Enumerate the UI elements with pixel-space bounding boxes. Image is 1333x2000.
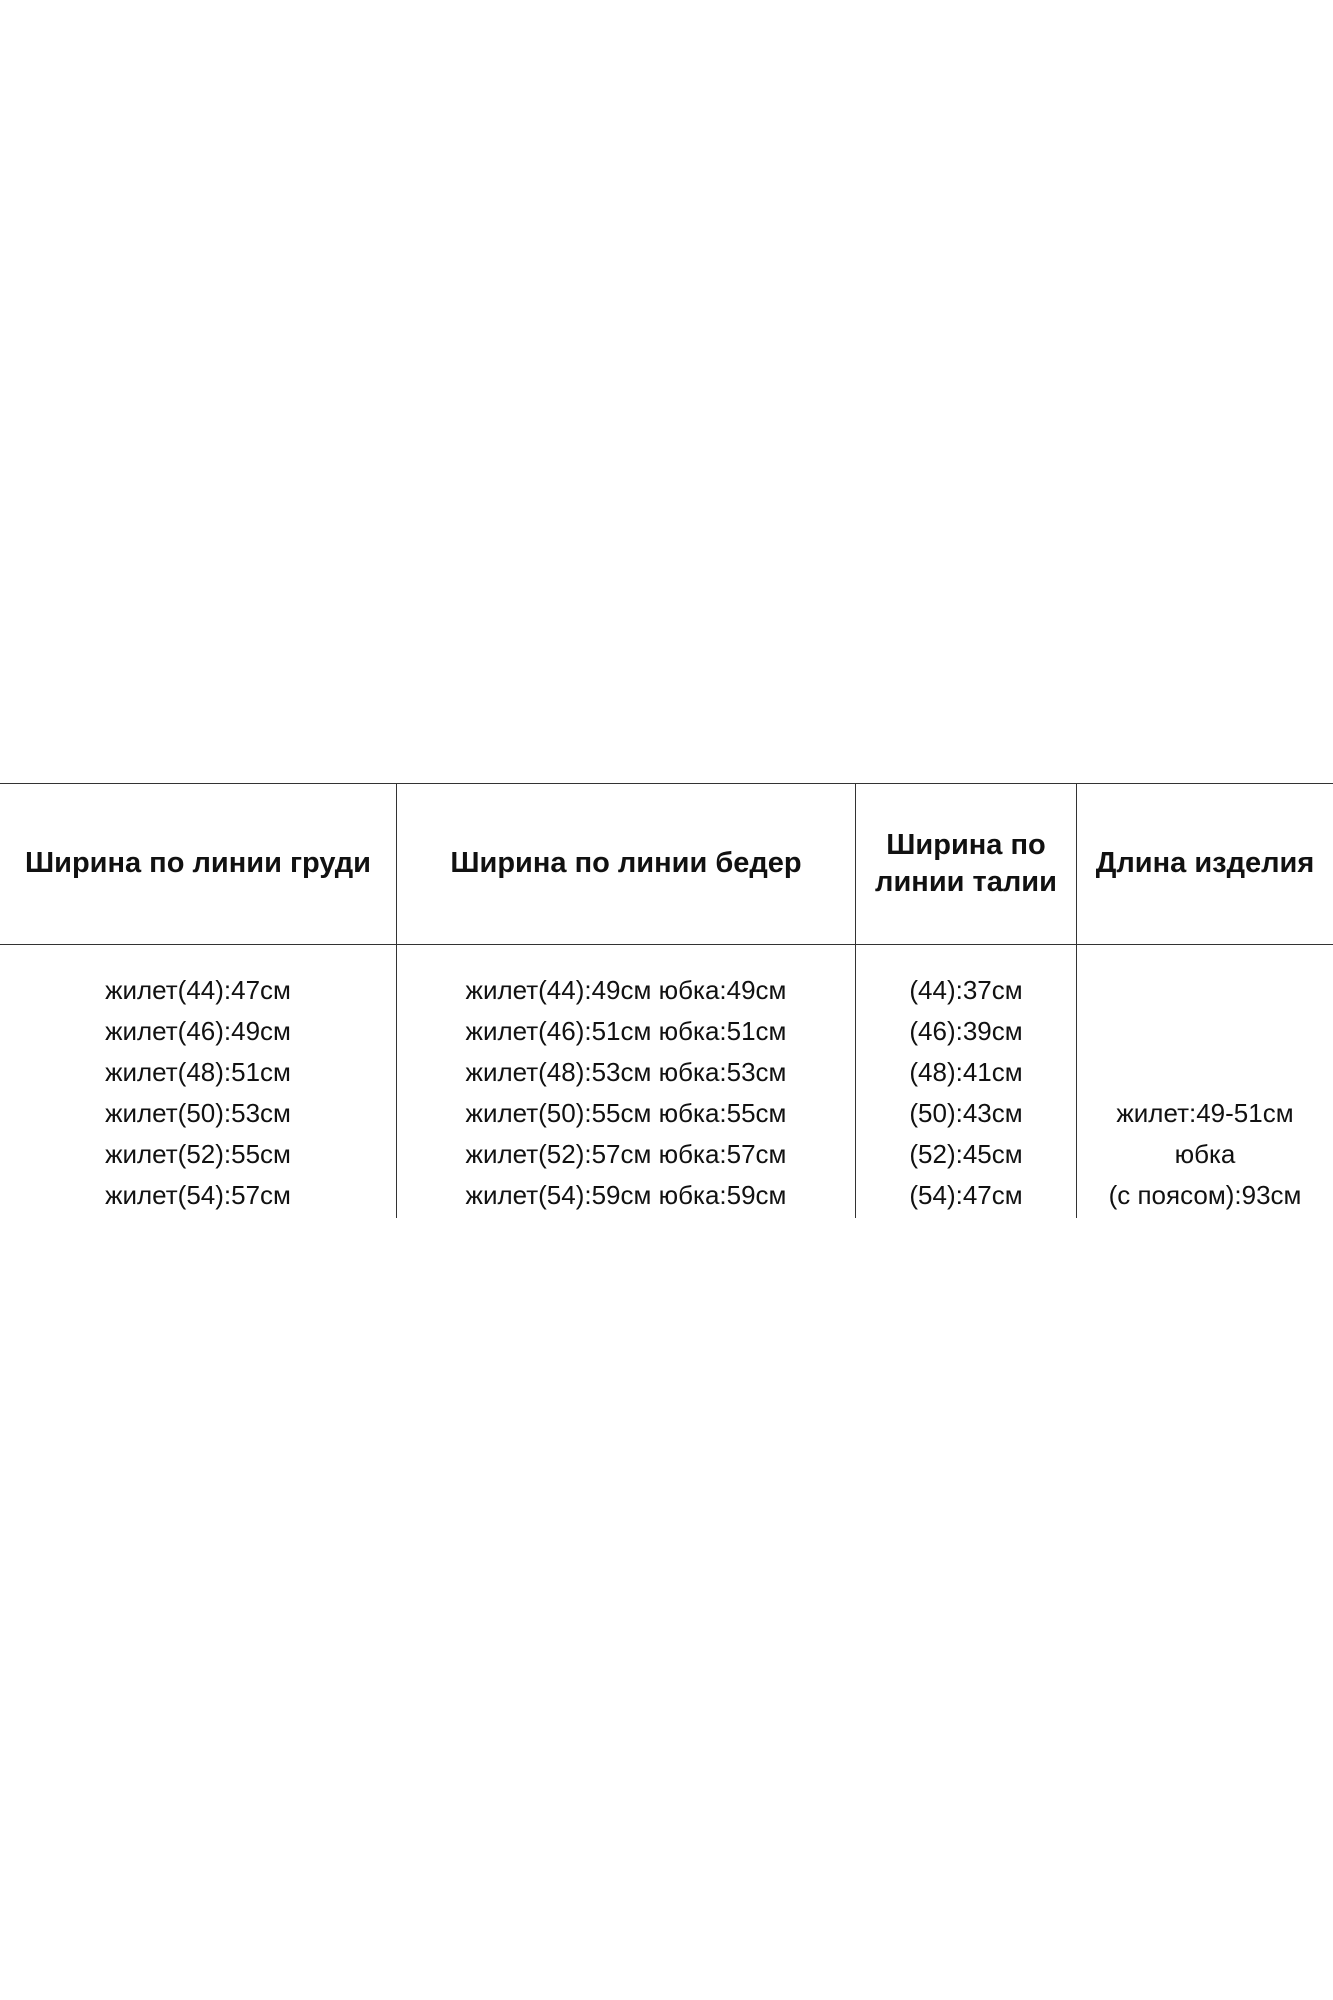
- table-cell: юбка: [1174, 1139, 1236, 1169]
- length-values: [1077, 1093, 1333, 1216]
- table-cell: жилет(52):55см: [105, 1139, 291, 1169]
- column-chest-width: [0, 783, 396, 1218]
- header-garment-length: Длина изделия: [1095, 847, 1315, 879]
- hip-values: [397, 970, 855, 1216]
- table-cell: (50):43см: [909, 1098, 1023, 1128]
- table-cell: жилет(46):51см юбка:51см: [465, 1016, 787, 1046]
- column-hip-width: [397, 783, 855, 1218]
- header-hip-width: Ширина по линии бедер: [450, 847, 802, 879]
- table-cell: жилет(46):49см: [105, 1016, 291, 1046]
- table-cell: (54):47см: [909, 1180, 1023, 1210]
- table-cell: жилет(52):57см юбка:57см: [465, 1139, 787, 1169]
- table-cell: жилет(54):57см: [105, 1180, 291, 1210]
- table-cell: (48):41см: [909, 1057, 1023, 1087]
- table-cell: жилет(50):55см юбка:55см: [465, 1098, 787, 1128]
- table-cell: (52):45см: [909, 1139, 1023, 1169]
- table-cell: жилет(50):53см: [105, 1098, 291, 1128]
- table-cell: жилет(54):59см юбка:59см: [465, 1180, 787, 1210]
- size-table: [0, 783, 1333, 1218]
- column-waist-width: [856, 783, 1076, 1218]
- column-garment-length: [1077, 783, 1333, 1218]
- table-cell: (с поясом):93см: [1108, 1180, 1302, 1210]
- table-cell: жилет(44):47см: [105, 975, 291, 1005]
- header-waist-width: Ширина по линии талии: [875, 828, 1057, 898]
- table-cell: жилет(48):53см юбка:53см: [465, 1057, 787, 1087]
- table-cell: жилет:49-51см: [1116, 1098, 1294, 1128]
- header-chest-width: Ширина по линии груди: [24, 847, 372, 879]
- table-cell: (46):39см: [909, 1016, 1023, 1046]
- table-cell: жилет(48):51см: [105, 1057, 291, 1087]
- table-cell: (44):37см: [909, 975, 1023, 1005]
- chest-values: [0, 970, 396, 1216]
- waist-values: [856, 970, 1076, 1216]
- table-cell: жилет(44):49см юбка:49см: [465, 975, 787, 1005]
